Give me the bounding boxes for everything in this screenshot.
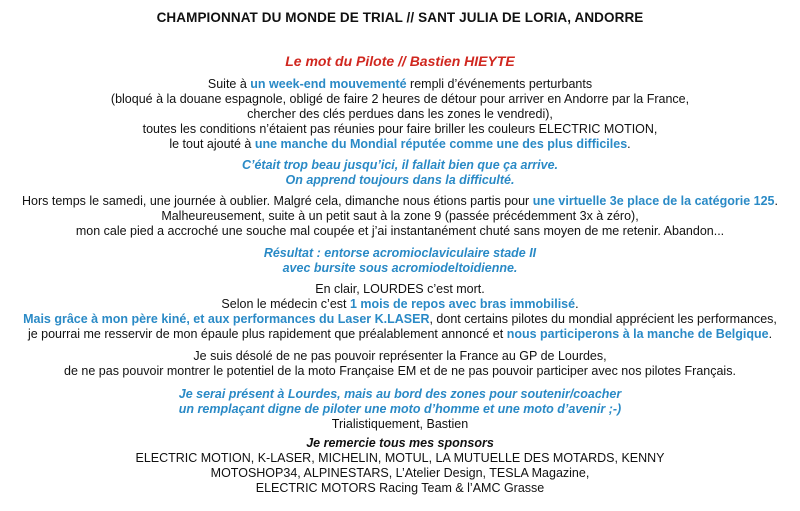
page-title: CHAMPIONNAT DU MONDE DE TRIAL // SANT JULIA DE LORIA, ANDORRE — [156, 10, 644, 25]
p3-l4a: je pourrai me resservir de mon épaule plus rapidement que préalablement annoncé et — [27, 327, 507, 341]
quote2-line-2: un remplaçant digne de piloter une moto d’homme et une moto d’avenir ;-) — [178, 402, 622, 416]
sponsors-line-2: MOTOSHOP34, ALPINESTARS, L’Atelier Design, TESLA Magazine, — [210, 466, 590, 480]
p1-l5c: . — [627, 137, 631, 151]
p4-line-1: Je suis désolé de ne pas pouvoir représenter la France au GP de Lourdes, — [193, 349, 607, 363]
sponsors-line-3: ELECTRIC MOTORS Racing Team & l’AMC Grasse — [255, 481, 545, 495]
p3-l2c: . — [575, 297, 579, 311]
p3-l2b: 1 mois de repos avec bras immobilisé — [349, 297, 576, 311]
p1-line-1 — [0, 77, 800, 92]
pilot-heading: Le mot du Pilote // Bastien HIEYTE — [285, 53, 515, 69]
p2-line-3: mon cale pied a accroché une souche mal coupée et j’ai instantanément chuté sans moyen de me retenir. Abandon... — [75, 224, 725, 238]
quote1-line-1: C’était trop beau jusqu’ici, il fallait bien que ça arrive. — [241, 158, 559, 172]
p3-l3a: Mais grâce à mon père kiné, et aux performances du Laser K.LASER — [23, 312, 430, 326]
p2-l1c: . — [774, 194, 778, 208]
p3-line-1: En clair, LOURDES c’est mort. — [315, 282, 485, 296]
result-line-1: Résultat : entorse acromioclaviculaire stade II — [263, 246, 537, 260]
p2-l1a: Hors temps le samedi, une journée à oublier. Malgré cela, dimanche nous étions partis pour — [22, 194, 533, 208]
sponsors-line-1: ELECTRIC MOTION, K-LASER, MICHELIN, MOTUL, LA MUTUELLE DES MOTARDS, KENNY — [135, 451, 665, 465]
p1-l1b: un week-end mouvementé — [250, 77, 407, 91]
p1-l5a: le tout ajouté à — [169, 137, 255, 151]
signature: Trialistiquement, Bastien — [331, 417, 469, 431]
p3-line-4 — [0, 327, 800, 342]
p1-line-4: toutes les conditions n’étaient pas réunies pour faire briller les couleurs ELECTRIC MOTION, — [142, 122, 658, 136]
sponsors-heading: Je remercie tous mes sponsors — [306, 436, 494, 450]
p2-l1b: une virtuelle 3e place de la catégorie 125 — [532, 194, 775, 208]
p3-l4b: nous participerons à la manche de Belgique — [506, 327, 769, 341]
p1-line-2: (bloqué à la douane espagnole, obligé de faire 2 heures de détour pour arriver en Andorre par la France, — [110, 92, 690, 106]
p3-l4c: . — [768, 327, 773, 341]
quote1-line-2: On apprend toujours dans la difficulté. — [285, 173, 515, 187]
p1-line-5 — [0, 137, 800, 152]
p3-l2a: Selon le médecin c’est — [221, 297, 350, 311]
p3-line-3 — [0, 312, 800, 327]
p1-l1a: Suite à — [207, 77, 251, 91]
p1-line-3: chercher des clés perdues dans les zones le vendredi), — [247, 107, 553, 121]
result-line-2: avec bursite sous acromiodeltoidienne. — [282, 261, 518, 275]
p3-line-2 — [0, 297, 800, 312]
p2-line-2: Malheureusement, suite à un petit saut à la zone 9 (passée précédemment 3x à zéro), — [161, 209, 639, 223]
p4-line-2: de ne pas pouvoir montrer le potentiel de la moto Française EM et de ne pas pouvoir participer avec nos pilotes Français. — [64, 364, 736, 378]
p3-l3b: , dont certains pilotes du mondial apprécient les performances, — [429, 312, 777, 326]
quote2-line-1: Je serai présent à Lourdes, mais au bord des zones pour soutenir/coacher — [178, 387, 622, 401]
p1-l5b: une manche du Mondial réputée comme une des plus difficiles — [254, 137, 628, 151]
p2-line-1 — [0, 194, 800, 209]
p1-l1c: rempli d’événements perturbants — [406, 77, 593, 91]
